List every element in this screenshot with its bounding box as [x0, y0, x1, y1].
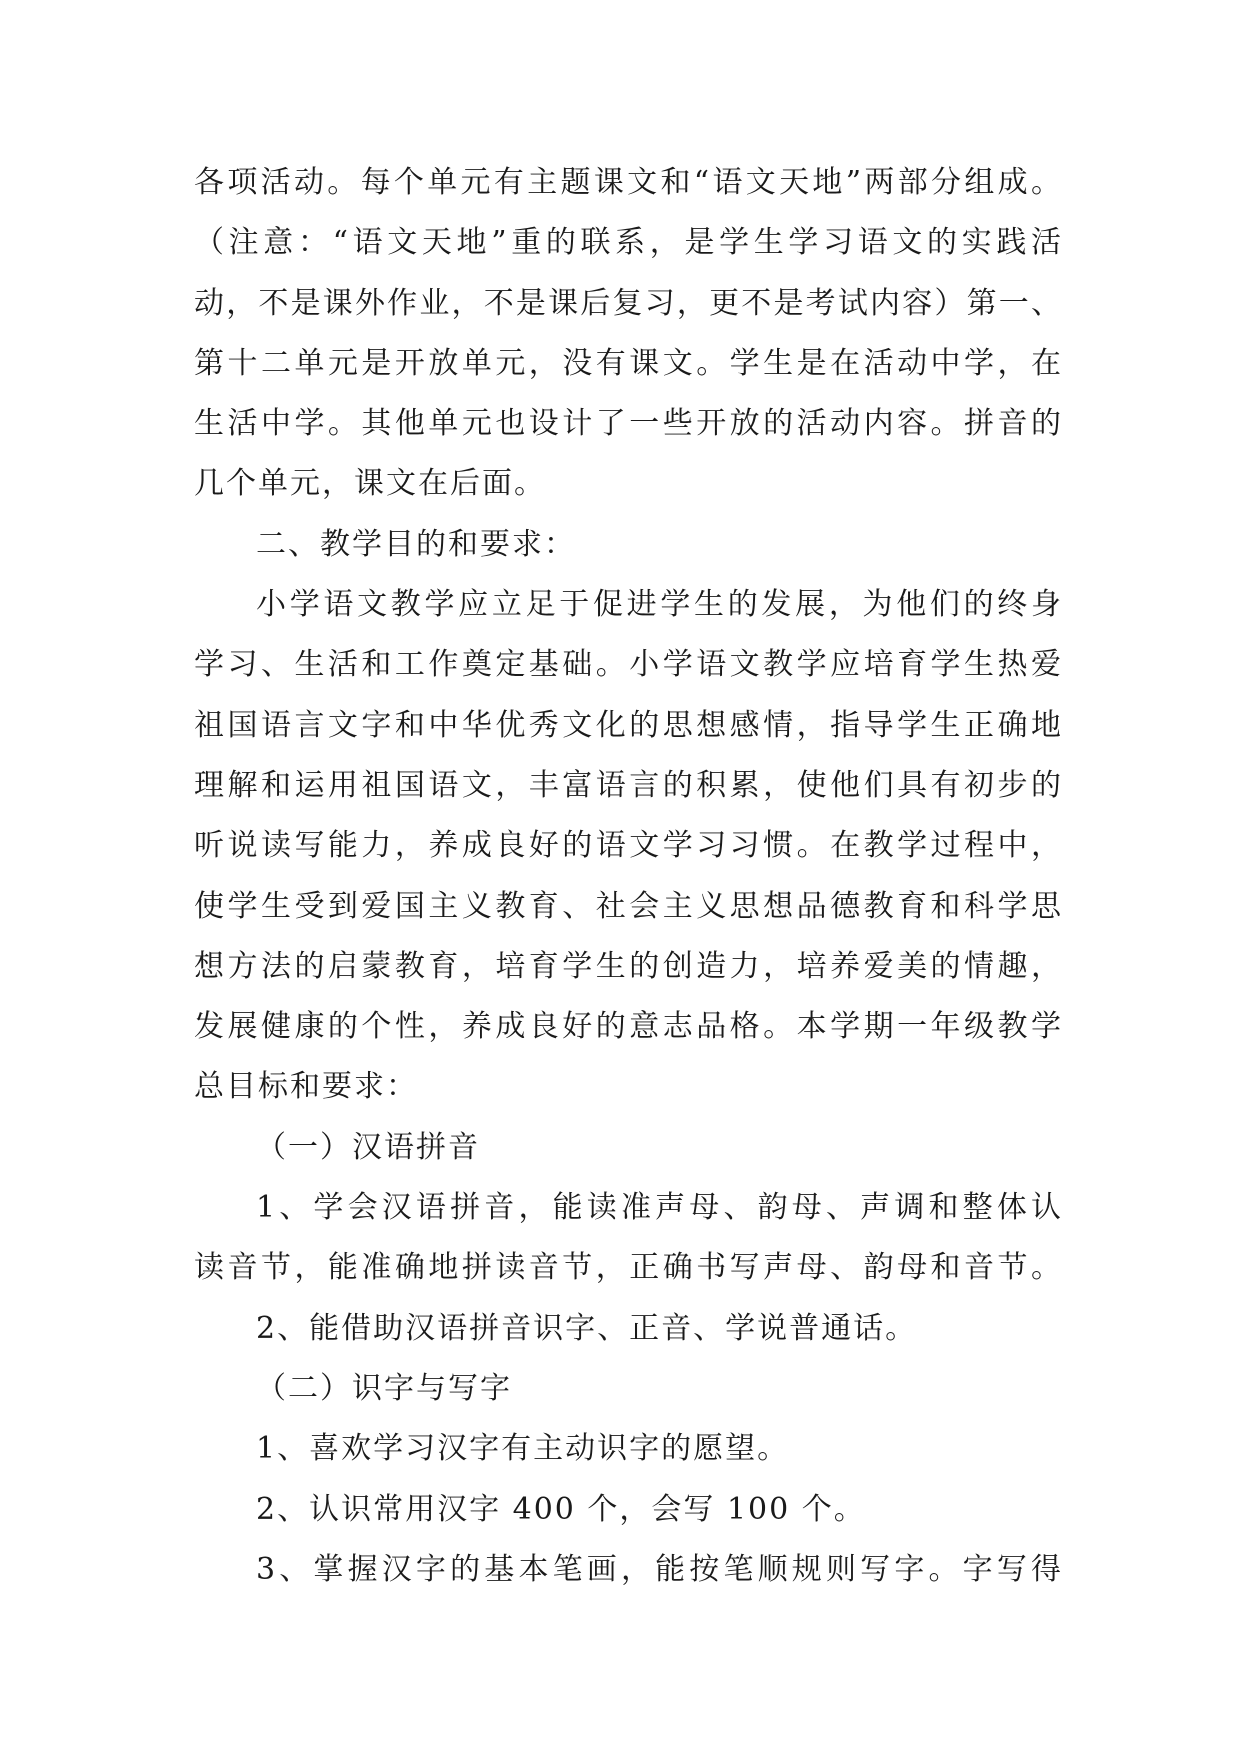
body-line: 生活中学。其他单元也设计了一些开放的活动内容。拼音的: [194, 406, 1063, 442]
body-line: （注意：“语文天地”重的联系，是学生学习语文的实践活: [194, 225, 1063, 261]
body-line: 祖国语言文字和中华优秀文化的思想感情，指导学生正确地: [194, 707, 1063, 743]
list-item: 2、认识常用汉字 400 个，会写 100 个。: [256, 1491, 866, 1527]
list-item: 3、掌握汉字的基本笔画，能按笔顺规则写字。字写得: [256, 1551, 1063, 1587]
body-line: 学习、生活和工作奠定基础。小学语文教学应培育学生热爱: [194, 647, 1063, 683]
list-item: 2、能借助汉语拼音识字、正音、学说普通话。: [256, 1310, 918, 1346]
subsection-heading: （一）汉语拼音: [256, 1129, 480, 1165]
body-line: 动，不是课外作业，不是课后复习，更不是考试内容）第一、: [194, 285, 1063, 321]
body-line: 总目标和要求：: [194, 1069, 418, 1105]
body-line: 理解和运用祖国语文，丰富语言的积累，使他们具有初步的: [194, 767, 1063, 803]
section-heading: 二、教学目的和要求：: [256, 526, 576, 562]
body-line: 发展健康的个性，养成良好的意志品格。本学期一年级教学: [194, 1009, 1063, 1045]
document-body: [194, 153, 1063, 1600]
body-line: 几个单元，课文在后面。: [194, 466, 546, 502]
body-line: 想方法的启蒙教育，培育学生的创造力，培养爱美的情趣，: [194, 948, 1063, 984]
body-line: 听说读写能力，养成良好的语文学习习惯。在教学过程中，: [194, 828, 1063, 864]
body-line: 第十二单元是开放单元，没有课文。学生是在活动中学，在: [194, 345, 1063, 381]
body-line: 各项活动。每个单元有主题课文和“语文天地”两部分组成。: [194, 165, 1063, 200]
subsection-heading: （二）识字与写字: [256, 1370, 512, 1406]
list-item-continuation: 读音节，能准确地拼读音节，正确书写声母、韵母和音节。: [194, 1250, 1063, 1286]
body-line: 小学语文教学应立足于促进学生的发展，为他们的终身: [256, 587, 1063, 623]
list-item: 1、喜欢学习汉字有主动识字的愿望。: [256, 1431, 790, 1467]
list-item: 1、学会汉语拼音，能读准声母、韵母、声调和整体认: [256, 1190, 1063, 1226]
body-line: 使学生受到爱国主义教育、社会主义思想品德教育和科学思: [194, 888, 1063, 924]
